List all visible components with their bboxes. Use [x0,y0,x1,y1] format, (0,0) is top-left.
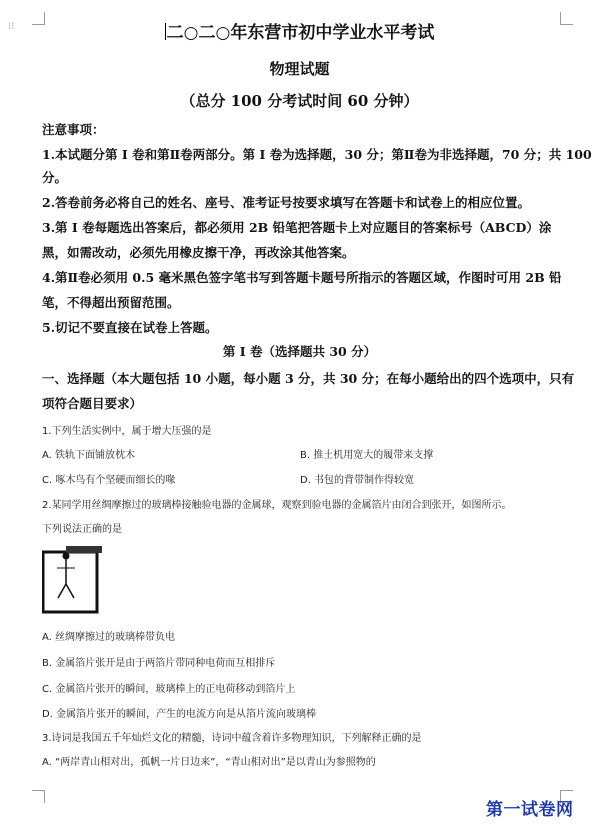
exam-subject: 物理试题 [269,60,330,78]
note-line: 1.本试题分第 I 卷和第Ⅱ卷两部分。第 I 卷为选择题，30 分；第Ⅱ卷为非选择题，70 分；共 100 [42,147,592,162]
note-line: 黑，如需改动，必须先用橡皮擦干净，再改涂其他答案。 [42,245,355,260]
section-title: 第 I 卷（选择题共 30 分） [222,344,377,359]
exam-score-time: （总分 100 分考试时间 60 分钟） [180,92,419,110]
option-b: B. 推土机用宽大的履带来支撑 [300,450,434,461]
note-line: 2.答卷前务必将自己的姓名、座号、准考证号按要求填写在答题卡和试卷上的相应位置。 [42,195,531,210]
section-instructions: 项符合题目要求） [42,396,143,411]
exam-title: 二○二○年东营市初中学业水平考试 [166,23,435,43]
note-line: 4.第Ⅱ卷必须用 0.5 毫米黑色签字笔书写到答题卡题号所指示的答题区域，作图时可用 2B 铅 [42,270,562,285]
electroscope-figure [42,544,104,614]
question-stem: 下列说法正确的是 [42,524,122,535]
option-c: C. 啄木鸟有个坚硬而细长的喙 [42,475,176,486]
option-b: B. 金属箔片张开是由于两箔片带同种电荷而互相排斥 [42,658,276,669]
note-line: 分。 [42,170,68,185]
option-c: C. 金属箔片张开的瞬间，玻璃棒上的正电荷移动到箔片上 [42,684,296,695]
note-line: 笔，不得超出预留范围。 [42,295,180,310]
option-d: D. 书包的背带制作得较宽 [300,475,415,486]
text-cursor [165,23,166,40]
site-watermark: 第一试卷网 [486,800,574,820]
section-instructions: 一、选择题（本大题包括 10 小题，每小题 3 分，共 30 分；在每小题给出的四个选项中，只有 [42,371,575,386]
option-a: A. 丝绸摩擦过的玻璃棒带负电 [42,632,176,643]
notes-heading: 注意事项： [42,122,105,137]
option-d: D. 金属箔片张开的瞬间，产生的电流方向是从箔片流向玻璃棒 [42,709,317,720]
page-corner-mark [32,790,45,803]
question-stem: 1.下列生活实例中，属于增大压强的是 [42,426,212,437]
question-stem: 3.诗词是我国五千年灿烂文化的精髓，诗词中蕴含着许多物理知识，下列解释正确的是 [42,733,422,744]
note-line: 3.第 I 卷每题选出答案后，都必须用 2B 铅笔把答题卡上对应题目的答案标号（ABCD）涂 [42,220,552,235]
option-a: A. 铁轨下面铺放枕木 [42,450,136,461]
question-stem: 2.某同学用丝绸摩擦过的玻璃棒接触验电器的金属球，观察到验电器的金属箔片由闭合到张开，如图所示。 [42,500,512,511]
option-a: A. “两岸青山相对出，孤帆一片日边来”，“青山相对出”是以青山为参照物的 [42,757,376,768]
drag-handle-icon[interactable]: ⁝⁝ [8,21,15,32]
note-line: 5.切记不要直接在试卷上答题。 [42,320,218,335]
